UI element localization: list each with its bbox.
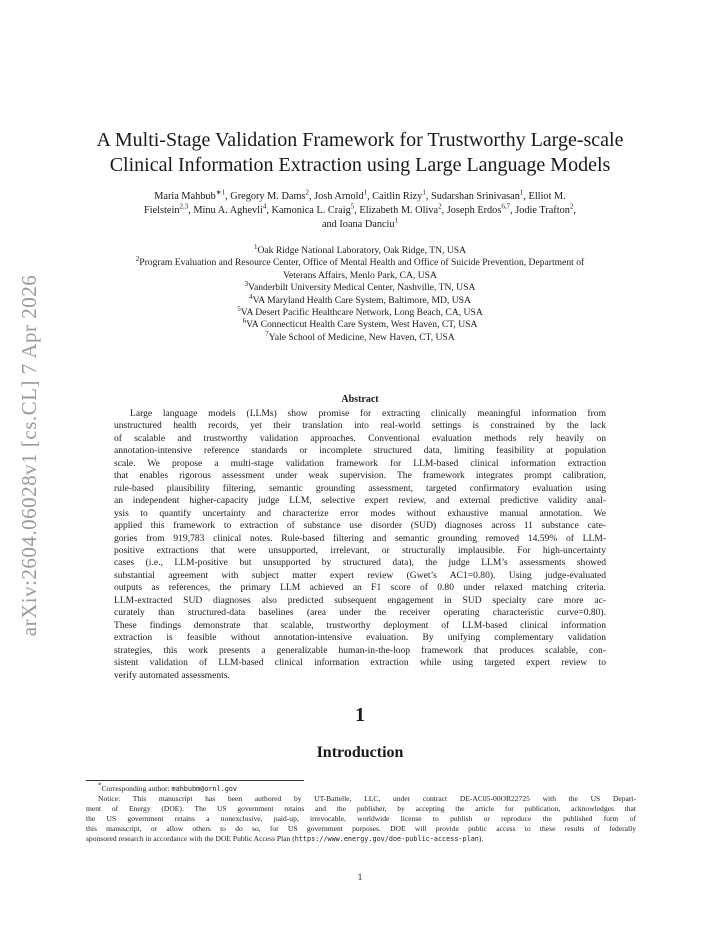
author-name: , Josh Arnold	[308, 191, 364, 202]
author-line-2	[80, 204, 640, 218]
author-line-1	[80, 190, 640, 204]
author-list	[80, 190, 640, 232]
abstract-line: ysis to quantify uncertainty and characterize error modes without exhaustive manual annotation. We	[114, 507, 606, 519]
abstract-line: gories from 919,783 clinical notes. Rule-based filtering and semantic grounding removed 14.59% of LLM-	[114, 532, 606, 544]
affiliation-item	[70, 242, 650, 257]
page-number: 1	[357, 873, 363, 883]
footnote-mark: *	[98, 781, 102, 790]
affiliation-item	[70, 292, 650, 307]
affiliation-mark: 6	[242, 317, 247, 326]
notice-line: Notice: This manuscript has been authored by UT-Battelle, LLC, under contract DE-AC05-00OR22725 with the US Depart-	[98, 794, 636, 804]
affiliation-text: VA Connecticut Health Care System, West Haven, CT, USA	[246, 319, 478, 331]
affiliation-item	[70, 270, 650, 282]
abstract-line: outputs as references, the primary LLM achieved an F1 score of 0.80 under relaxed matching criteria.	[114, 582, 606, 594]
abstract-line: sistent validation of LLM-based clinical information extraction while using targeted expert review to	[114, 657, 606, 669]
abstract-line: strategies, this work presents a generalizable human-in-the-loop framework that produces scalable, con-	[114, 644, 606, 656]
abstract-line: curately than structured-data baselines (area under the receiver operating characteristic curve=0.80).	[114, 607, 606, 619]
corresponding-author-footnote	[86, 781, 636, 794]
abstract-line: Large language models (LLMs) show promise for extracting clinically meaningful information from	[130, 408, 606, 419]
abstract-line: an independent higher-capacity judge LLM, selective expert review, and external predictive validity anal-	[114, 495, 606, 507]
affiliation-mark: 1	[253, 242, 258, 251]
affiliation-text: Yale School of Medicine, New Haven, CT, USA	[268, 331, 455, 343]
author-name: , Joseph Erdos	[441, 205, 502, 216]
affiliation-list	[70, 242, 650, 344]
author-name: , Elizabeth M. Oliva	[354, 205, 439, 216]
footnotes	[86, 781, 636, 845]
corresponding-email-link[interactable]: mahbubm@ornl.gov	[171, 785, 237, 793]
author-affil-mark: 6,7	[501, 202, 511, 211]
notice-line	[86, 834, 636, 844]
author-affil-mark: ∗1	[215, 188, 226, 197]
affiliation-item	[70, 282, 650, 294]
abstract-line: unstructured health records, yet their translation into real-world settings is constrained by the lack	[114, 420, 606, 432]
abstract-line: verify automated assessments.	[114, 669, 230, 681]
abstract-heading: Abstract	[341, 394, 379, 405]
abstract-line: These findings demonstrate that scalable, trustworthy deployment of LLM-based clinical information	[114, 619, 606, 631]
author-name: , Kamonica L. Craig	[266, 205, 351, 216]
author-affil-mark: 1	[422, 188, 426, 197]
author-name: Fielstein	[144, 205, 180, 216]
abstract-body	[114, 408, 606, 682]
abstract-line: rule-based plausibility filtering, semantic grounding assessment, targeted confirmatory evaluation using	[114, 482, 606, 494]
section-number: 1	[355, 704, 365, 726]
abstract-line: positive extractions that were unsupported, irrelevant, or structurally implausible. For high-uncertainty	[114, 544, 606, 556]
notice-text: sponsored research in accordance with the DOE Public Access Plan (	[86, 834, 295, 844]
affiliation-text: Oak Ridge National Laboratory, Oak Ridge, TN, USA	[257, 245, 467, 256]
abstract-line: applied this framework to extraction of substance use disorder (SUD) diagnoses across 11 substance cate-	[114, 520, 606, 532]
notice-line: ment of Energy (DOE). The US government retains and the publisher, by accepting the article for publication, acknowledges that	[86, 804, 636, 814]
doe-access-plan-link[interactable]: https://www.energy.gov/doe-public-access-plan	[294, 835, 479, 844]
affiliation-text: Vanderbilt University Medical Center, Nashville, TN, USA	[248, 282, 476, 294]
affiliation-item	[70, 329, 650, 344]
affiliation-mark: 2	[135, 255, 140, 264]
abstract-line: scale. We propose a multi-stage validation framework for LLM-based clinical information extraction	[114, 457, 606, 469]
abstract-line: annotation-intensive reference standards or incomplete structured data, limiting feasibility at population	[114, 445, 606, 457]
author-name: , Minu A. Aghevli	[188, 205, 263, 216]
author-name: Maria Mahbub	[154, 191, 216, 202]
affiliation-mark: 7	[265, 329, 269, 338]
affiliation-mark: 3	[244, 280, 249, 289]
author-name: , Sudarshan Srinivasan	[425, 191, 520, 202]
author-affil-mark: 5	[350, 202, 355, 211]
affiliation-mark: 4	[249, 292, 253, 301]
paper-title	[60, 128, 660, 178]
arxiv-identifier-text: arXiv:2604.06028v1 [cs.CL] 7 Apr 2026	[17, 274, 42, 636]
author-line-3	[80, 218, 640, 232]
author-affil-mark: 1	[394, 216, 399, 225]
affiliation-item	[70, 257, 650, 269]
abstract-line: that enables rigorous assessment under weak supervision. The framework integrates prompt calibration,	[114, 470, 606, 482]
arxiv-identifier-stamp	[10, 265, 50, 645]
title-line-1: A Multi-Stage Validation Framework for Trustworthy Large-scale	[96, 129, 624, 151]
author-affil-mark: 4	[262, 202, 267, 211]
author-name: , Elliot M.	[523, 191, 566, 202]
affiliation-item	[70, 319, 650, 331]
section-title: Introduction	[316, 744, 404, 761]
abstract-line: of scalable and trustworthy validation approaches. Conventional evaluation methods rely heavily on	[114, 432, 606, 444]
abstract-line: LLM-extracted SUD diagnoses also predicted subsequent engagement in SUD specialty care more ac-	[114, 594, 606, 606]
title-line-2: Clinical Information Extraction using Large Language Models	[109, 154, 611, 176]
notice-text: ).	[478, 834, 484, 844]
author-name: and Ioana Danciu	[321, 219, 395, 230]
affiliation-text: VA Maryland Health Care System, Baltimore, MD, USA	[252, 294, 471, 306]
author-affil-mark: 1	[519, 188, 524, 197]
author-affil-mark: 2	[305, 188, 309, 197]
notice-line: the US government retains a nonexclusive, paid-up, irrevocable, worldwide license to publish or reproduce the published form of	[86, 814, 636, 824]
footnote-label: Corresponding author:	[101, 784, 172, 793]
author-name: , Jodie Trafton	[510, 205, 570, 216]
author-affil-mark: 2	[438, 202, 442, 211]
author-name: , Caitlin Rizy	[367, 191, 423, 202]
abstract-line: substantial agreement with subject matter expert review (Gwet’s AC1=0.80). Using judge-evaluated	[114, 569, 606, 581]
abstract-line: cases (i.e., LLM-positive but unsupported by structured data), the judge LLM’s assessments showed	[114, 557, 606, 569]
affiliation-text: VA Desert Pacific Healthcare Network, Long Beach, CA, USA	[240, 307, 483, 319]
affiliation-text: Veterans Affairs, Menlo Park, CA, USA	[283, 269, 437, 281]
affiliation-mark: 5	[237, 304, 241, 313]
author-affil-mark: 2	[569, 202, 574, 211]
abstract-line: extraction is feasible without annotation-intensive evaluation. By unifying complementary validation	[114, 632, 606, 644]
affiliation-item	[70, 304, 650, 319]
notice-line: this manuscript, or allow others to do so, for US government purposes. DOE will provide public access to these results of federally	[86, 824, 636, 834]
affiliation-text: Program Evaluation and Resource Center, Office of Mental Health and Office of Suicide Prevention, Department of	[139, 257, 585, 269]
author-affil-mark: 2,3	[179, 202, 189, 211]
author-separator: ,	[573, 205, 576, 216]
footnote-divider	[86, 780, 304, 781]
author-affil-mark: 1	[363, 188, 368, 197]
author-name: , Gregory M. Dams	[225, 191, 306, 202]
